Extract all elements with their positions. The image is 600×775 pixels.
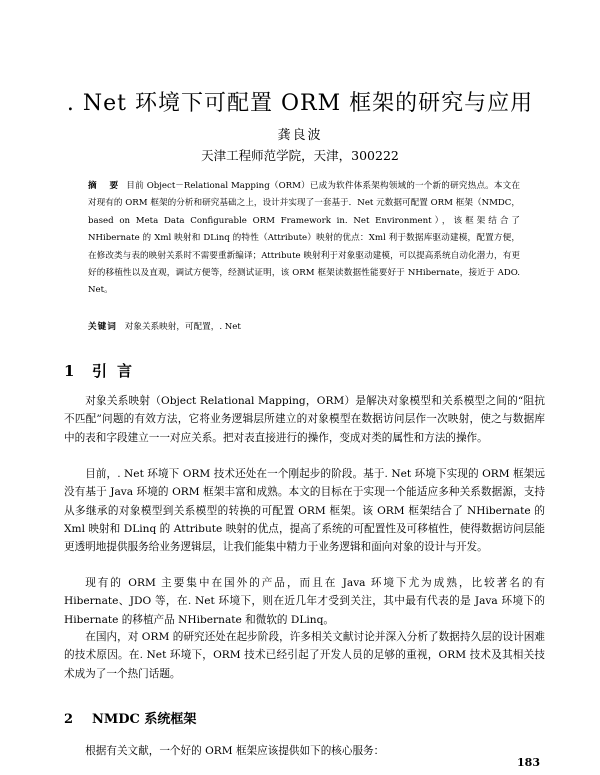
section-2-title: NMDC 系统框架: [92, 712, 197, 727]
abstract-label: 摘 要: [88, 181, 121, 191]
section-2-heading: [64, 708, 196, 727]
keywords: [88, 320, 241, 332]
keywords-label: 关键词: [88, 322, 117, 332]
paper-title: . Net 环境下可配置 ORM 框架的研究与应用: [66, 91, 534, 116]
section-1-paragraph-3: 现有的 ORM 主要集中在国外的产品，而且在 Java 环境下尤为成熟，比较著名的有 Hibernate、JDO 等，在. Net 环境下，则在近几年才受到关注，其中最有代表的是 Java 环境下的 Hibernate 的移植产品 NHibernate 和微软的 DLinq。: [64, 577, 545, 626]
section-2-paragraph-1: 根据有关文献，一个好的 ORM 框架应该提供如下的核心服务：: [85, 745, 385, 757]
abstract-text: 目前 Object－Relational Mapping（ORM）已成为软件体系架构领域的一个新的研究热点。本文在对现有的 ORM 框架的分析和研究基础之上，设计并实现了一套基于．Net 元数据可配置 ORM 框架（NMDC，based on Meta Data Configurable ORM Framework in. Net Environment），该框架结合了 NHibernate 的 Xml 映射和 DLinq 的特性（Attribute）映射的优点：Xml 利于数据库驱动建模，配置方便，在修改类与表的映射关系时不需要重新编译；Attribute 映射利于对象驱动建模，可以提高系统自动化潜力，有更好的移植性以及直观，调试方便等，经测试证明，该 ORM 框架读数据性能要好于 NHibernate，接近于 ADO. Net。: [88, 181, 520, 296]
section-1-paragraph-2: 目前，. Net 环境下 ORM 技术还处在一个刚起步的阶段。基于. Net 环境下实现的 ORM 框架远没有基于 Java 环境的 ORM 框架丰富和成熟。本文的目标在于实现一个能适应多种关系数据源，支持从多继承的对象模型到关系模型的转换的可配置 ORM 框架。该 ORM 框架结合了 NHibernate 的 Xml 映射和 DLinq 的 Attribute 映射的优点，提高了系统的可配置性及可移植性，使得数据访问层能更透明地提供服务给业务逻辑层，让我们能集中精力于业务逻辑和面向对象的设计与开发。: [64, 468, 545, 554]
keywords-text: 对象关系映射，可配置，. Net: [124, 322, 241, 332]
section-1-paragraph-4: 在国内，对 ORM 的研究还处在起步阶段，许多相关文献讨论并深入分析了数据持久层的设计困难的技术原因。在. Net 环境下，ORM 技术已经引起了开发人员的足够的重视，ORM 技术及其相关技术成为了一个热门话题。: [64, 631, 545, 680]
section-1-number: 1: [64, 362, 77, 380]
page-number: 183: [517, 756, 540, 769]
author-name: 龚良波: [277, 128, 323, 143]
section-1-title: 引言: [92, 362, 143, 380]
author-affiliation: 天津工程师范学院，天津，300222: [201, 148, 399, 163]
abstract: [88, 178, 520, 300]
section-1-paragraph-1: 对象关系映射（Object Relational Mapping，ORM）是解决对象模型和关系模型之间的“阻抗不匹配”问题的有效方法，它将业务逻辑层所建立的对象模型在数据访问层作一次映射，使之与数据库中的表和字段建立一一对应关系。把对表直接进行的操作，变成对类的属性和方法的操作。: [64, 395, 545, 444]
section-2-number: 2: [64, 712, 74, 727]
section-1-heading: [64, 360, 142, 381]
